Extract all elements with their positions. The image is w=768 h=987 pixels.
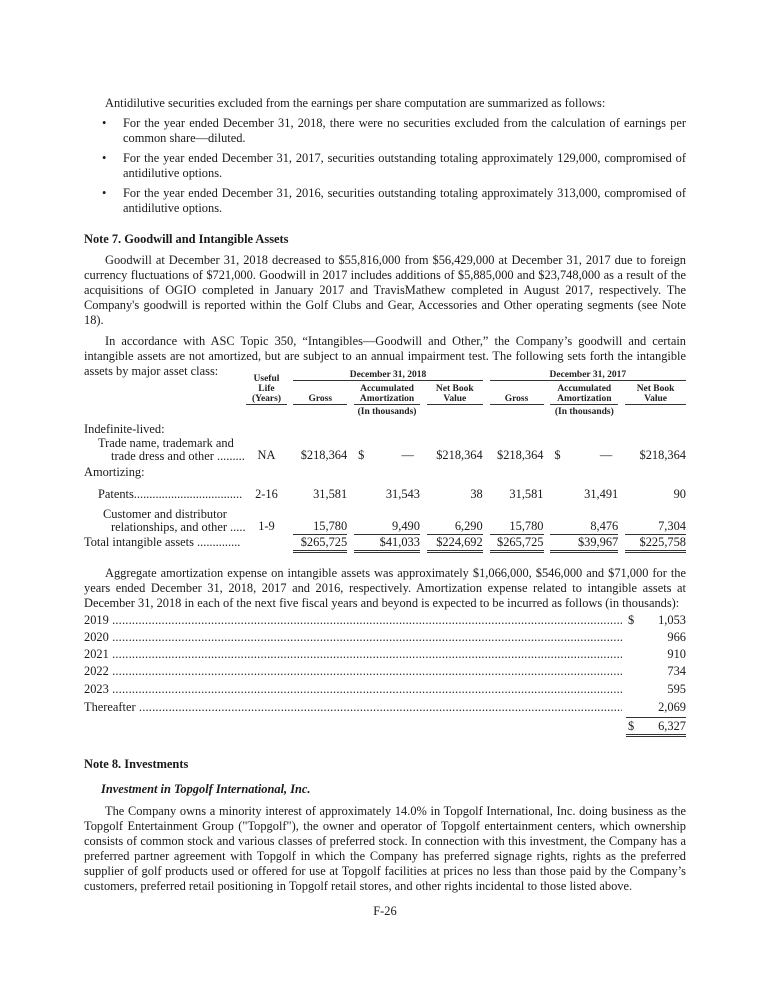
antidilutive-section — [84, 96, 686, 216]
cell-accum-2018: $ — — [358, 448, 414, 462]
section-indefinite: Indefinite-lived: — [84, 422, 165, 436]
cell-accum-2017: $ — — [554, 448, 613, 462]
cell-gross-2018: 15,780 — [313, 518, 348, 533]
schedule-total-row: $ 6,327 — [84, 718, 686, 736]
header-net-2018: Net Book Value — [427, 380, 483, 404]
cell-accum-2017: 31,491 — [584, 487, 619, 501]
goodwill-paragraph: Goodwill at December 31, 2018 decreased to $55,816,000 from $56,429,000 at December 31, 2017 due to foreign currency fluctuations of $721,000. Goodwill in 2017 includes additions of $5,885,000 and $23,748,000 as a result of the acquisitions of OGIO completed in January 2017 and TravisMathew completed in August 2017, respectively. The Company's goodwill is reported within the Golf Clubs and Gear, Accessories and Other operating segments (see Note 18). — [84, 253, 686, 327]
cell-net-2018: 38 — [470, 487, 483, 501]
cell-gross-2017: $218,364 — [497, 448, 544, 462]
table-row-patents: Patents................................... 2-16 31,581 31,543 38 31,581 31,491 90 — [84, 480, 686, 502]
note-8-heading: Note 8. Investments — [84, 757, 189, 771]
schedule-row: 2019 ..... $ 1,053 — [84, 613, 686, 630]
cell-life: 1-9 — [258, 519, 275, 533]
table-row-trade-name: Trade name, trademark and trade dress and other ......... NA $218,364 $ — $218,364 $218,364 $ — $218,364 — [98, 436, 686, 463]
asc-topic-paragraph: In accordance with ASC Topic 350, “Intangibles—Goodwill and Other,” the Company’s goodwill and certain intangible assets are not amortized, but are subject to an annual impairment test. The following sets forth the intangible assets by major asset class: — [84, 334, 686, 378]
amortization-section — [84, 566, 686, 611]
list-item: • For the year ended December 31, 2018, there were no securities excluded from the calculation of earnings per common share—diluted. — [102, 116, 686, 145]
topgolf-subheading: Investment in Topgolf International, Inc. — [101, 782, 311, 796]
note-7-heading: Note 7. Goodwill and Intangible Assets — [84, 232, 289, 246]
cell-net-2017: $225,758 — [625, 534, 686, 551]
cell-accum-2018: 31,543 — [385, 487, 420, 501]
schedule-row: 2022 ..... 734 — [84, 664, 686, 682]
header-net-2017: Net Book Value — [625, 380, 686, 404]
cell-accum-2018: 9,490 — [392, 518, 420, 533]
cell-gross-2018: $218,364 — [300, 448, 348, 462]
cell-gross-2017: 15,780 — [509, 518, 544, 533]
header-gross-2018: Gross — [293, 380, 347, 404]
schedule-row: 2020 ..... 966 — [84, 630, 686, 647]
cell-net-2018: $224,692 — [427, 534, 483, 551]
schedule-row: 2023 ..... 595 — [84, 682, 686, 700]
units-2018: (In thousands) — [357, 406, 417, 417]
amortization-schedule — [84, 613, 686, 736]
cell-gross-2017: 31,581 — [509, 487, 544, 501]
schedule-row: 2021 ..... 910 — [84, 647, 686, 664]
header-accum-2017: Accumulated Amortization — [550, 380, 618, 404]
cell-net-2017: 7,304 — [658, 518, 686, 533]
table-row-total: Total intangible assets .............. $265,725 $41,033 $224,692 $265,725 $39,967 $225,758 — [84, 534, 686, 549]
header-accum-2018: Accumulated Amortization — [354, 380, 420, 404]
cell-net-2018: 6,290 — [454, 518, 483, 533]
amortization-paragraph: Aggregate amortization expense on intangible assets was approximately $1,066,000, $546,000 and $71,000 for the years ended December 31, 2018, 2017 and 2016, respectively. Amortization expense related to intangible assets at December 31, 2018 in each of the next five fiscal years and beyond is expected to be incurred as follows (in thousands): — [84, 566, 686, 610]
schedule-row: Thereafter ..... 2,069 — [84, 700, 686, 718]
cell-accum-2017: $39,967 — [550, 534, 618, 551]
bullet-icon: • — [102, 186, 107, 200]
cell-net-2017: $218,364 — [639, 448, 686, 462]
cell-life: NA — [257, 448, 276, 462]
antidilutive-list — [84, 116, 686, 216]
cell-net-2018: $218,364 — [436, 448, 483, 462]
cell-accum-2018: $41,033 — [354, 534, 420, 551]
cell-gross-2018: 31,581 — [313, 487, 348, 501]
units-2017: (In thousands) — [554, 406, 614, 417]
list-item: • For the year ended December 31, 2017, securities outstanding totaling approximately 129,000, compromised of antidilutive options. — [102, 151, 686, 180]
header-period-2017: December 31, 2017 — [490, 367, 686, 380]
header-period-2018: December 31, 2018 — [293, 367, 482, 380]
bullet-icon: • — [102, 116, 107, 130]
topgolf-paragraph: The Company owns a minority interest of approximately 14.0% in Topgolf International, Inc. doing business as the Topgolf Entertainment Group ("Topgolf"), the owner and operator of Topgolf entertainment centers, which ownership consists of common stock and various classes of preferred stock. In connection with this investment, the Company has a preferred partner agreement with Topgolf in which the Company has preferred signage rights, rights as the preferred supplier of golf products used or offered for use at Topgolf facilities at prices no less than those paid by the Company’s customers, preferred retail positioning in Topgolf retail stores, and other rights incidental to those listed above. — [84, 804, 686, 893]
intangible-assets-table — [84, 367, 686, 553]
antidilutive-lead: Antidilutive securities excluded from the earnings per share computation are summarized as follows: — [105, 96, 606, 110]
cell-accum-2017: 8,476 — [590, 518, 619, 533]
cell-gross-2018: $265,725 — [293, 534, 347, 551]
section-amortizing: Amortizing: — [84, 465, 145, 479]
header-useful-life: Useful Life (Years) — [246, 367, 288, 404]
bullet-icon: • — [102, 151, 107, 165]
list-item: • For the year ended December 31, 2016, securities outstanding totaling approximately 313,000, compromised of antidilutive options. — [102, 186, 686, 215]
table-row-customer: Customer and distributor relationships, and other ..... 1-9 15,780 9,490 6,290 15,780 8,476 7,304 — [84, 502, 686, 534]
cell-life: 2-16 — [255, 487, 278, 501]
page-number: F-26 — [373, 904, 397, 918]
note-7-section — [84, 232, 686, 379]
cell-net-2017: 90 — [673, 487, 686, 501]
cell-gross-2017: $265,725 — [490, 534, 544, 551]
header-gross-2017: Gross — [490, 380, 544, 404]
note-8-section — [84, 757, 686, 894]
